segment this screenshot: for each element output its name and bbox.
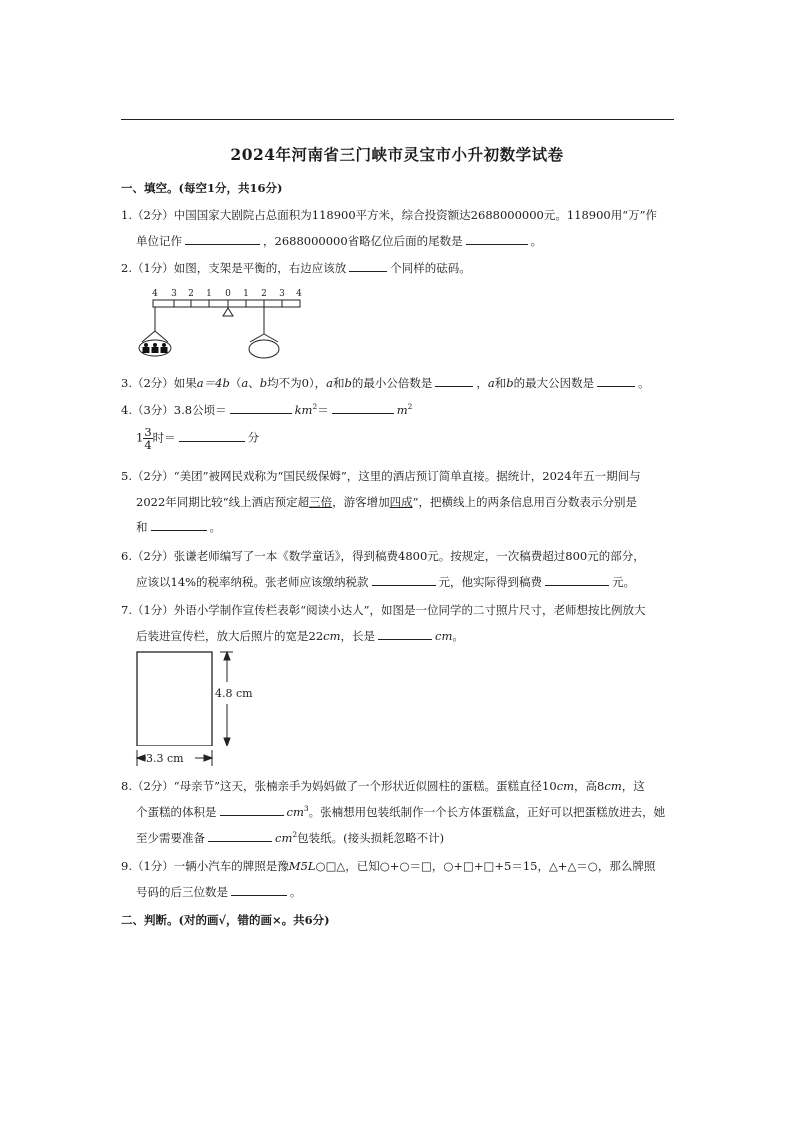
q3-text-5: 和 [333, 376, 345, 390]
right-pan [249, 340, 279, 358]
q5-line-3 [136, 519, 221, 535]
q3-blank-2[interactable] [597, 375, 635, 387]
q5-text-4: 和 [136, 520, 148, 534]
q8-unit-4: cm [275, 831, 293, 845]
q8-line-2 [136, 804, 665, 820]
q5-text-1: 2022年同期比较“线上酒店预定超 [136, 495, 310, 509]
q3-var-b-3: b [506, 376, 514, 390]
q6-blank-1[interactable] [372, 574, 436, 586]
q3-line [121, 375, 650, 391]
q8-unit-3: cm [286, 805, 304, 819]
q3-text-4: 均不为0）， [267, 376, 327, 390]
q4-text-3: 分 [247, 430, 260, 445]
q5-line-2 [136, 494, 637, 510]
scale-label-2: 2 [188, 289, 194, 299]
balance-figure [136, 286, 308, 366]
q6-line-1: 6.（2分）张谦老师编写了一本《数学童话》，得到稿费4800元。按规定，一次稿费超过800元的部分， [121, 549, 645, 563]
width-dimension [133, 746, 223, 774]
q9-line-1 [121, 858, 655, 874]
q3-text-2: （ [229, 376, 242, 390]
q8-text-1: 8.（2分）“母亲节”这天，张楠亲手为妈妈做了一个形状近似圆柱的蛋糕。蛋糕直径10 [121, 779, 557, 793]
q2-text-1: 2.（1分）如图，支架是平衡的，右边应该放 [121, 261, 347, 275]
q4-fraction [143, 426, 152, 451]
q2-blank[interactable] [349, 260, 387, 272]
scale-label-6: 2 [261, 289, 267, 299]
q3-var-a: a [241, 376, 249, 390]
weight-icon [161, 347, 168, 353]
q8-line-1 [121, 778, 645, 794]
q6-line-2 [136, 574, 635, 590]
q5-line-1: 5.（2分）“美团”被网民戏称为“国民级保姆”，这里的酒店预订简单直接。据统计，2024年五一期间与 [121, 469, 641, 483]
q9-text-4: 。 [290, 885, 302, 899]
height-label: 4.8 cm [215, 687, 253, 700]
q4-sup-1: 2 [312, 402, 318, 412]
q5-blank[interactable] [151, 519, 207, 531]
q4-numerator: 3 [144, 425, 152, 439]
q4-text-1: 4.（3分）3.8公顷＝ [121, 403, 227, 417]
q3-var-a-3: a [487, 376, 495, 390]
q6-text-2: 元，他实际得到稿费 [438, 575, 543, 589]
q4-equals: ＝ [317, 403, 329, 417]
weight-icon [162, 343, 166, 347]
q1-text-2: ，2688000000省略亿位后面的尾数是 [263, 234, 463, 248]
q7-unit-1: cm [323, 629, 341, 643]
q1-text-3: 。 [530, 234, 543, 248]
q3-expression: a＝4b [196, 376, 230, 390]
scale-label-7: 3 [279, 289, 285, 299]
q4-denominator: 4 [144, 438, 152, 452]
page-title: 2024年河南省三门峡市灵宝市小升初数学试卷 [230, 145, 564, 164]
q9-text-3: 号码的后三位数是 [136, 885, 228, 899]
section-1-heading: 一、填空。(每空1分，共16分) [121, 181, 283, 195]
q3-blank-1[interactable] [435, 375, 473, 387]
q8-text-2: ，高8 [574, 779, 605, 793]
q2-line-1 [121, 260, 471, 276]
q7-text-3: 。 [452, 629, 464, 643]
q9-line-2 [136, 884, 302, 900]
q7-text-2: ，长是 [340, 629, 375, 643]
q7-line-2 [136, 628, 464, 644]
scale-label-1: 3 [171, 289, 177, 299]
q4-unit-km: km [294, 403, 313, 417]
q8-text-6: 至少需要准备 [136, 831, 205, 845]
balance-beam [153, 300, 300, 307]
q1-line-1: 1.（2分）中国国家大剧院占总面积为118900平方米，综合投资额达2688000000元。118900用“万”作 [121, 208, 658, 222]
q9-blank[interactable] [231, 884, 287, 896]
q4-line-2 [136, 426, 259, 451]
q5-text-2: ，游客增加 [332, 495, 390, 509]
q8-sup-2: 2 [292, 830, 298, 840]
scale-label-8: 4 [296, 289, 302, 299]
fulcrum [223, 308, 233, 316]
q3-text-9: 的最大公因数是 [513, 376, 595, 390]
q1-line-2 [136, 233, 542, 249]
q1-blank-1[interactable] [185, 233, 260, 245]
q2-text-2: 个同样的砝码。 [390, 261, 471, 275]
q4-text-2: 时＝ [152, 430, 176, 445]
scale-label-0: 4 [152, 289, 158, 299]
q6-text-3: 元。 [612, 575, 636, 589]
q7-unit-2: cm [435, 629, 453, 643]
q5-underlined-1: 三倍 [309, 495, 333, 509]
q5-underlined-2: 四成 [389, 495, 413, 509]
q7-line-1: 7.（1分）外语小学制作宣传栏表彰“阅读小达人”，如图是一位同学的二寸照片尺寸，老师想按比例放大 [121, 603, 646, 617]
q3-var-b: b [259, 376, 268, 390]
scale-label-5: 1 [243, 289, 249, 299]
q8-text-7: 包装纸。(接头损耗忽略不计) [297, 831, 445, 845]
q8-unit-1: cm [556, 779, 575, 793]
q9-text-1: 9.（1分）一辆小汽车的牌照是豫 [121, 859, 289, 873]
q8-blank-1[interactable] [220, 804, 284, 816]
q3-var-b-2: b [344, 376, 352, 390]
width-label: 3.3 cm [146, 752, 184, 765]
q4-unit-m: m [396, 403, 408, 417]
q8-text-4: 个蛋糕的体积是 [136, 805, 217, 819]
q5-text-5: 。 [209, 520, 221, 534]
header-rule [121, 119, 674, 120]
q3-text-10: 。 [638, 376, 650, 390]
photo-rectangle [137, 652, 212, 746]
q3-text-6: 的最小公倍数是 [351, 376, 433, 390]
q6-blank-2[interactable] [545, 574, 609, 586]
q8-blank-2[interactable] [208, 830, 272, 842]
q6-text-1: 应该以14%的税率纳税。张老师应该缴纳税款 [136, 575, 369, 589]
q4-blank-2[interactable] [332, 402, 394, 414]
q4-blank-1[interactable] [230, 402, 292, 414]
q4-mixed-whole: 1 [136, 430, 144, 445]
q7-text-1: 后装进宣传栏，放大后照片的宽是22 [136, 629, 324, 643]
weight-icon [144, 343, 148, 347]
weight-icon [143, 347, 150, 353]
photo-figure [133, 646, 253, 750]
q9-text-2: ○□△，已知○+○＝□，○+□+□+5＝15，△+△＝○，那么牌照 [315, 859, 656, 873]
scale-label-4: 0 [225, 289, 231, 299]
q3-var-a-2: a [326, 376, 334, 390]
scale-label-3: 1 [206, 289, 212, 299]
q7-blank[interactable] [378, 628, 432, 640]
q4-sup-2: 2 [407, 402, 413, 412]
q4-blank-3[interactable] [179, 430, 245, 442]
q3-text-3: 、 [248, 376, 260, 390]
q4-line-1 [121, 402, 412, 418]
q8-unit-2: cm [604, 779, 622, 793]
q1-text-1: 单位记作 [136, 234, 182, 248]
q8-text-3: ，这 [621, 779, 645, 793]
q5-text-3: ”，把横线上的两条信息用百分数表示分别是 [412, 495, 638, 509]
q8-sup-3: 3 [303, 804, 309, 814]
section-2-heading: 二、判断。(对的画√，错的画×。共6分) [121, 913, 330, 927]
q8-text-5: 。张楠想用包装纸制作一个长方体蛋糕盒，正好可以把蛋糕放进去，她 [308, 805, 666, 819]
q3-text-7: ， [476, 376, 488, 390]
q9-plate: M5L [288, 859, 316, 873]
weight-icon [153, 343, 157, 347]
q3-text-8: 和 [494, 376, 507, 390]
q1-blank-2[interactable] [466, 233, 528, 245]
weight-icon [152, 347, 159, 353]
q3-text-1: 3.（2分）如果 [121, 376, 197, 390]
q8-line-3 [136, 830, 444, 846]
